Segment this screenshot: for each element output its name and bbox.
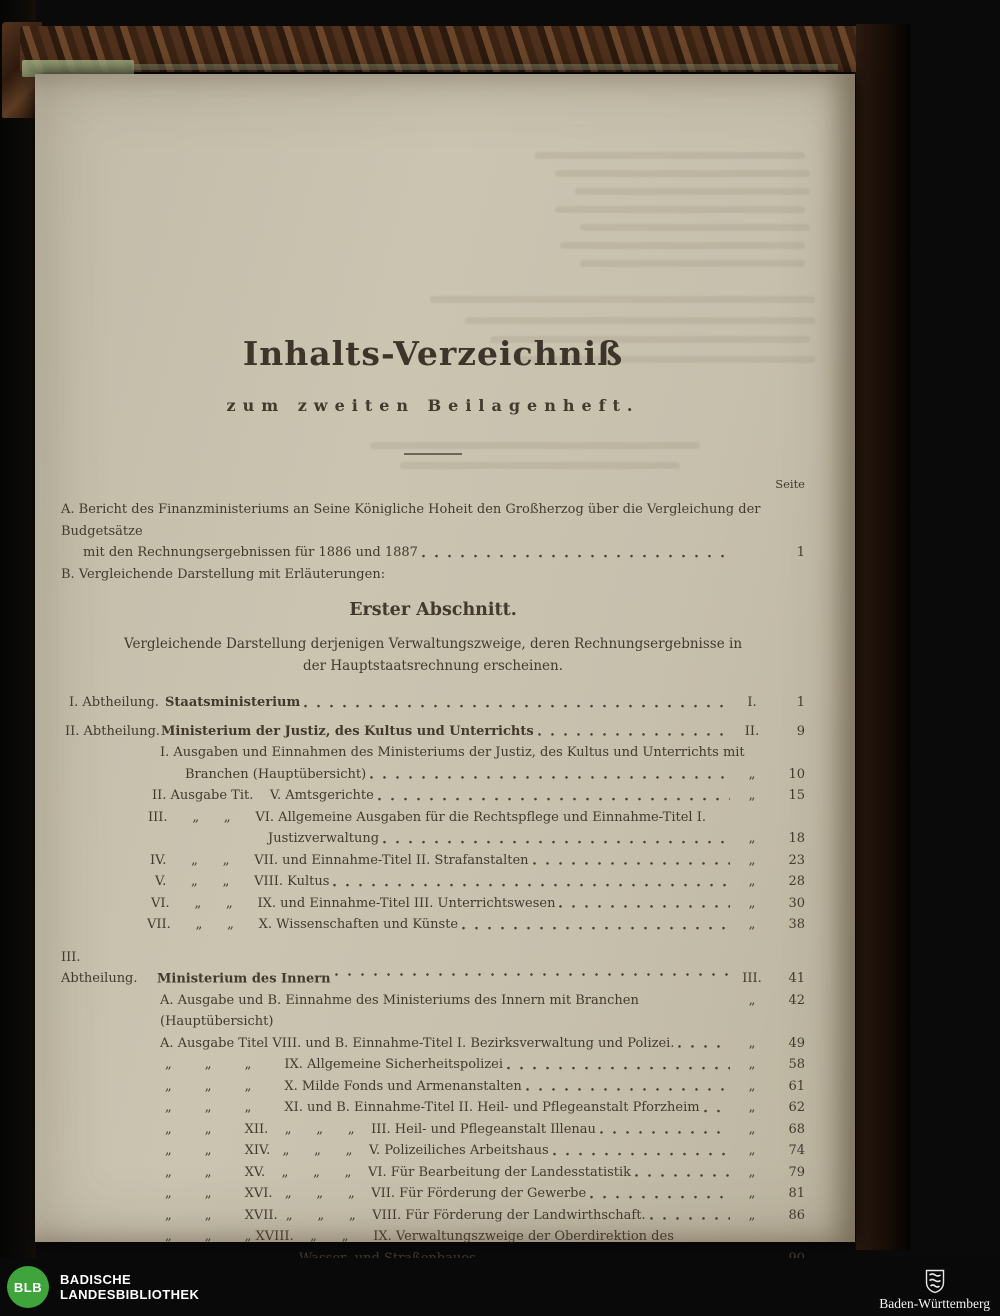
toc-line-label: mit den Rechnungsergebnissen für 1886 und 1887 [83, 545, 418, 560]
toc-line-text [61, 1054, 503, 1076]
toc-line-label: Ministerium des Innern [157, 971, 331, 986]
toc-line-label: „ „ XII. „ „ „ III. Heil- und Pflegeanstalt Illenau [165, 1121, 596, 1137]
page-number: 81 [788, 1186, 805, 1201]
dot-leader [506, 1054, 730, 1076]
toc-line-label: Ministerium der Justiz, des Kultus und Unterrichts [161, 723, 534, 739]
section-roman-column: „ [748, 874, 756, 889]
toc-line [61, 871, 805, 893]
toc-line-label: I. Ausgaben und Einnahmen des Ministeriums der Justiz, des Kultus und Unterrichts mit [160, 745, 745, 760]
section-roman-column: „ [748, 1121, 756, 1137]
toc-line [61, 742, 805, 764]
toc-line-text [61, 742, 745, 764]
blb-logo-text: BLB [13, 1279, 43, 1295]
toc-line [61, 1097, 805, 1119]
library-name-line1: BADISCHE [60, 1271, 132, 1287]
book-cover-right-edge [856, 24, 910, 1250]
toc-line-label: „ „ XVI. „ „ „ VII. Für Förderung der Gewerbe [165, 1186, 587, 1201]
toc-line-label: A. Ausgabe und B. Einnahme des Ministeriums des Innern mit Branchen (Hauptübersicht) [160, 992, 643, 1029]
section-roman-column: „ [748, 1100, 756, 1115]
dot-leader [599, 1119, 730, 1141]
dot-leader [703, 1097, 730, 1119]
toc-line [61, 1162, 805, 1184]
toc-line [61, 499, 805, 542]
toc-line [61, 542, 805, 564]
section-roman-column: II. [744, 723, 760, 739]
toc-line [61, 807, 805, 829]
toc-line [61, 1076, 805, 1098]
section-roman-column: „ [748, 852, 756, 868]
toc-line-label: „ „ „ X. Milde Fonds und Armenanstalten [165, 1078, 522, 1094]
section-roman-column: „ [748, 1143, 756, 1158]
toc-line-text [61, 893, 555, 915]
section-roman-column: III. [742, 971, 762, 986]
baden-wuerttemberg-mark [879, 1258, 990, 1316]
toc-line-label: „ „ „ IX. Allgemeine Sicherheitspolizei [165, 1057, 504, 1072]
page-subtitle: zum zweiten Beilagenheft. [226, 396, 640, 415]
page-number: 1 [796, 545, 805, 560]
toc-line-text [61, 828, 379, 850]
toc-line-text [61, 1162, 631, 1184]
page-number: 74 [788, 1143, 805, 1158]
toc-line [61, 1205, 805, 1227]
dot-leader [649, 1205, 730, 1227]
library-footer [0, 1258, 1000, 1316]
toc-line-text [61, 785, 374, 807]
seite-column-label: Seite [775, 477, 805, 491]
toc-line-text [61, 1140, 549, 1162]
toc-line-text [61, 564, 385, 586]
section-heading: Erster Abschnitt. [349, 600, 517, 620]
toc-entry-number: II. Abtheilung. [65, 723, 161, 739]
page-number: 18 [788, 831, 805, 846]
page-block-edge-line [132, 64, 838, 70]
toc-line-label: IV. „ „ VII. und Einnahme-Titel II. Strafanstalten [150, 852, 529, 868]
toc-line-label: Branchen (Hauptübersicht) [185, 766, 367, 782]
page-number: 86 [788, 1207, 805, 1223]
toc-line-label: Staatsministerium [165, 695, 301, 710]
section-roman-column: „ [748, 992, 756, 1008]
section-roman-column: „ [748, 1207, 756, 1223]
page-number: 1 [796, 695, 805, 710]
section-roman-column: „ [748, 788, 756, 803]
page-number: 41 [788, 971, 805, 986]
dot-leader [377, 785, 730, 807]
dot-leader [532, 850, 730, 872]
toc-line [61, 785, 805, 807]
toc-line-label: „ „ XV. „ „ „ VI. Für Bearbeitung der Landesstatistik [165, 1164, 632, 1180]
toc-line-text [61, 850, 529, 872]
coat-of-arms-icon [925, 1269, 945, 1294]
page-number: 49 [788, 1035, 805, 1051]
toc-line-label: V. „ „ VIII. Kultus [155, 874, 330, 889]
toc-line-text [61, 542, 418, 564]
dot-leader [723, 990, 731, 1033]
table-of-contents [61, 692, 805, 1291]
toc-line-text [61, 1183, 586, 1205]
book-spine [0, 0, 36, 1258]
toc-line-label: „ „ „ XI. und B. Einnahme-Titel II. Heil- und Pflegeanstalt Pforzheim [165, 1100, 700, 1115]
dot-leader [382, 828, 730, 850]
toc-line-text [61, 1033, 674, 1055]
toc-line [61, 1183, 805, 1205]
toc-line-label: VI. „ „ IX. und Einnahme-Titel III. Unterrichtswesen [151, 895, 556, 911]
toc-line-text [61, 990, 720, 1033]
toc-line-text [61, 914, 458, 936]
dot-leader [334, 947, 730, 990]
dot-leader [421, 542, 730, 564]
ornament-divider [404, 453, 462, 455]
toc-line [61, 564, 805, 586]
toc-line-text [61, 807, 706, 829]
toc-line-label: III. „ „ VI. Allgemeine Ausgaben für die Rechtspflege und Einnahme-Titel I. [148, 809, 706, 825]
dot-leader [677, 1033, 730, 1055]
dot-leader [634, 1162, 730, 1184]
toc-line [61, 1054, 805, 1076]
dot-leader [525, 1076, 730, 1098]
toc-entry-number: I. Abtheilung. [69, 695, 159, 710]
library-name [60, 1272, 199, 1303]
region-label: Baden-Württemberg [879, 1296, 990, 1311]
toc-line-label: A. Ausgabe Titel VIII. und B. Einnahme-Titel I. Bezirksverwaltung und Polizei. [160, 1035, 675, 1051]
section-roman-column: „ [748, 917, 756, 932]
toc-line-text [61, 692, 300, 714]
toc-line [61, 990, 805, 1033]
preamble-entries [61, 499, 805, 585]
dot-leader [537, 721, 730, 743]
page-number: 68 [788, 1121, 805, 1137]
toc-line-label: II. Ausgabe Tit. V. Amtsgerichte [152, 788, 374, 803]
toc-line-label: Justizverwaltung [268, 831, 380, 846]
toc-line-text [61, 871, 329, 893]
toc-line-text [61, 721, 534, 743]
page-number: 28 [788, 874, 805, 889]
page-number: 79 [788, 1164, 805, 1180]
toc-line [61, 947, 805, 990]
toc-line-text [61, 1205, 646, 1227]
section-roman-column: „ [748, 1186, 756, 1201]
toc-line [61, 893, 805, 915]
toc-line [61, 914, 805, 936]
toc-line-label: „ „ XIV. „ „ „ V. Polizeiliches Arbeitshaus [165, 1143, 549, 1158]
blb-logo [7, 1266, 49, 1308]
dot-leader [332, 871, 730, 893]
dot-leader [552, 1140, 730, 1162]
page-number: 42 [788, 992, 805, 1008]
dot-leader [461, 914, 730, 936]
section-roman-column: I. [747, 695, 757, 710]
toc-line-label: A. Bericht des Finanzministeriums an Seine Königliche Hoheit den Großherzog über die Vergleichung der Budgetsätze [61, 502, 765, 539]
page-number: 61 [788, 1078, 805, 1094]
section-roman-column: „ [748, 1164, 756, 1180]
dot-leader [369, 764, 730, 786]
section-roman-column: „ [748, 1035, 756, 1051]
page-number: 15 [788, 788, 805, 803]
toc-line-text [61, 1076, 522, 1098]
page-title: Inhalts-Verzeichniß [242, 334, 624, 373]
book-page-scan [35, 74, 855, 1242]
section-roman-column: „ [748, 1057, 756, 1072]
toc-line-text [61, 1097, 700, 1119]
toc-line [61, 1140, 805, 1162]
toc-line-text [61, 947, 331, 990]
toc-line-text [61, 1119, 596, 1141]
section-roman-column: „ [748, 766, 756, 782]
page-number: 23 [788, 852, 805, 868]
toc-line-text [61, 1226, 674, 1248]
section-roman-column: „ [748, 895, 756, 911]
dot-leader [558, 893, 730, 915]
toc-line [61, 828, 805, 850]
page-number: 62 [788, 1100, 805, 1115]
toc-line-text [61, 499, 805, 542]
page-content [35, 74, 855, 1242]
page-number: 30 [788, 895, 805, 911]
toc-line-label: VII. „ „ X. Wissenschaften und Künste [147, 917, 459, 932]
page-number: 10 [788, 766, 805, 782]
toc-line-label: „ „ „ XVIII. „ „ IX. Verwaltungszweige der Oberdirektion des [165, 1229, 674, 1244]
toc-line [61, 721, 805, 743]
section-roman-column: „ [748, 831, 756, 846]
section-roman-column: „ [748, 1078, 756, 1094]
page-number: 58 [788, 1057, 805, 1072]
toc-line [61, 1033, 805, 1055]
toc-line [61, 1226, 805, 1248]
toc-line-label: B. Vergleichende Darstellung mit Erläuterungen: [61, 566, 386, 582]
dot-leader [303, 692, 730, 714]
toc-line [61, 764, 805, 786]
toc-line [61, 850, 805, 872]
toc-line [61, 692, 805, 714]
toc-line-text [61, 764, 366, 786]
section-description: Vergleichende Darstellung derjenigen Verwaltungszweige, deren Rechnungsergebnisse in der Hauptstaatsrechnung erscheinen. [123, 636, 743, 674]
library-name-line2: LANDESBIBLIOTHEK [60, 1287, 200, 1302]
dot-leader [589, 1183, 730, 1205]
toc-line [61, 1119, 805, 1141]
page-number: 38 [788, 917, 805, 932]
toc-entry-number: III. Abtheilung. [61, 949, 138, 986]
page-number: 9 [796, 723, 805, 739]
toc-line-label: „ „ XVII. „ „ „ VIII. Für Förderung der Landwirthschaft. [165, 1207, 646, 1223]
